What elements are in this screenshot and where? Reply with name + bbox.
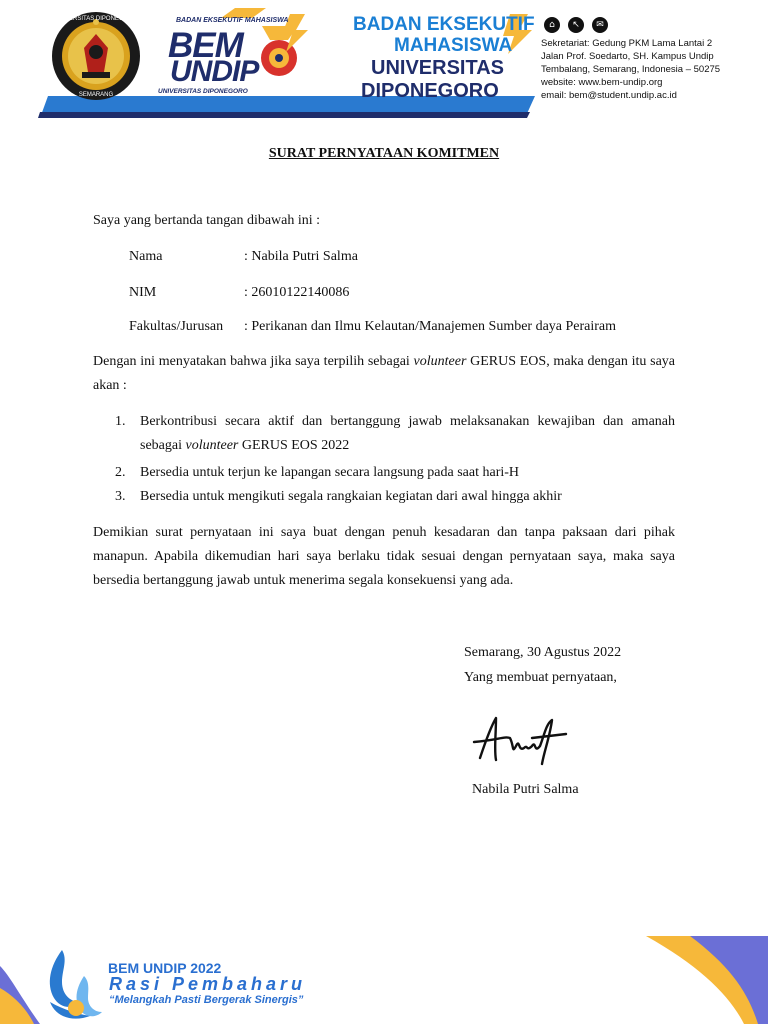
closing-paragraph: Demikian surat pernyataan ini saya buat dengan penuh kesadaran dan tanpa paksaan dari pihak manapun. Apabila dikemudian hari saya berlaku tidak sesuai dengan pernyataan saya, maka saya bersedia bertanggung jawab untuk menerima segala konsekuensi yang ada. [93, 525, 675, 588]
list-item: Bersedia untuk terjun ke lapangan secara langsung pada saat hari-H [140, 465, 520, 480]
signatory-name: Nabila Putri Salma [472, 782, 579, 797]
footer-tagline: “Melangkah Pasti Bergerak Sinergis” [109, 994, 304, 1006]
statement-text-end: GERUS EOS, maka dengan itu saya akan : [93, 354, 675, 393]
volunteer-emphasis: volunteer [413, 354, 467, 369]
list-item-text: Berkontribusi secara aktif dan bertanggung jawab melaksanakan kewajiban dan amanah sebagai [140, 414, 675, 453]
org-name-line: UNIVERSITAS [371, 57, 504, 79]
university-logo-icon [52, 12, 140, 100]
bem-small-title: BADAN EKSEKUTIF MAHASISWA [176, 17, 289, 24]
field-label-name: Nama [129, 249, 163, 264]
field-value-nim: : 26010122140086 [244, 285, 350, 300]
field-label-nim: NIM [129, 285, 157, 300]
handwritten-signature [470, 712, 570, 772]
mail-icon: ✉ [592, 17, 608, 33]
field-value-faculty: : Perikanan dan Ilmu Kelautan/Manajemen Sumber daya Perairam [244, 319, 617, 334]
bem-undip-text: UNDIP [170, 55, 259, 88]
footer-cabinet-name: Rasi Pembaharu [109, 974, 307, 994]
footer-brand: BEM UNDIP 2022 [108, 960, 222, 976]
list-number: 3. [115, 489, 126, 504]
footer-right-decoration [640, 936, 768, 1024]
cursor-icon: ↖ [568, 17, 584, 33]
signature-closing: Yang membuat pernyataan, [464, 670, 617, 685]
contact-city: Tembalang, Semarang, Indonesia – 50275 [541, 64, 721, 75]
document-title: SURAT PERNYATAAN KOMITMEN [268, 146, 500, 161]
list-number: 2. [115, 465, 126, 480]
footer-left-decoration [0, 936, 110, 1024]
volunteer-emphasis: volunteer [185, 438, 239, 453]
contact-secretariat: Sekretariat: Gedung PKM Lama Lantai 2 [541, 38, 713, 49]
university-logo-bottom-text: SEMARANG [78, 92, 114, 98]
contact-address: Jalan Prof. Soedarto, SH. Kampus Undip [541, 51, 714, 62]
contact-email: email: bem@student.undip.ac.id [541, 90, 677, 101]
field-value-name: : Nabila Putri Salma [244, 249, 358, 264]
university-logo-top-text: UNIVERSITAS DIPONEGORO [54, 16, 138, 22]
org-name-line: MAHASISWA [394, 35, 513, 56]
signature-place-date: Semarang, 30 Agustus 2022 [464, 645, 622, 660]
statement-paragraph [93, 350, 675, 398]
intro-text: Saya yang bertanda tangan dibawah ini : [93, 213, 321, 228]
statement-text: Dengan ini menyatakan bahwa jika saya terpilih sebagai [93, 354, 414, 369]
field-label-faculty: Fakultas/Jurusan [129, 319, 224, 334]
list-item: Bersedia untuk mengikuti segala rangkaian kegiatan dari awal hingga akhir [140, 489, 562, 504]
bem-university-text: UNIVERSITAS DIPONEGORO [158, 88, 248, 95]
bem-logo-text: BEM [168, 26, 243, 65]
contact-website: website: www.bem-undip.org [541, 77, 663, 88]
list-item [140, 410, 675, 458]
list-item-text-end: GERUS EOS 2022 [238, 438, 350, 453]
org-name-line: DIPONEGORO [361, 80, 499, 102]
org-name-line: BADAN EKSEKUTIF [353, 14, 535, 35]
home-icon: ⌂ [544, 17, 560, 33]
list-number: 1. [115, 414, 126, 429]
